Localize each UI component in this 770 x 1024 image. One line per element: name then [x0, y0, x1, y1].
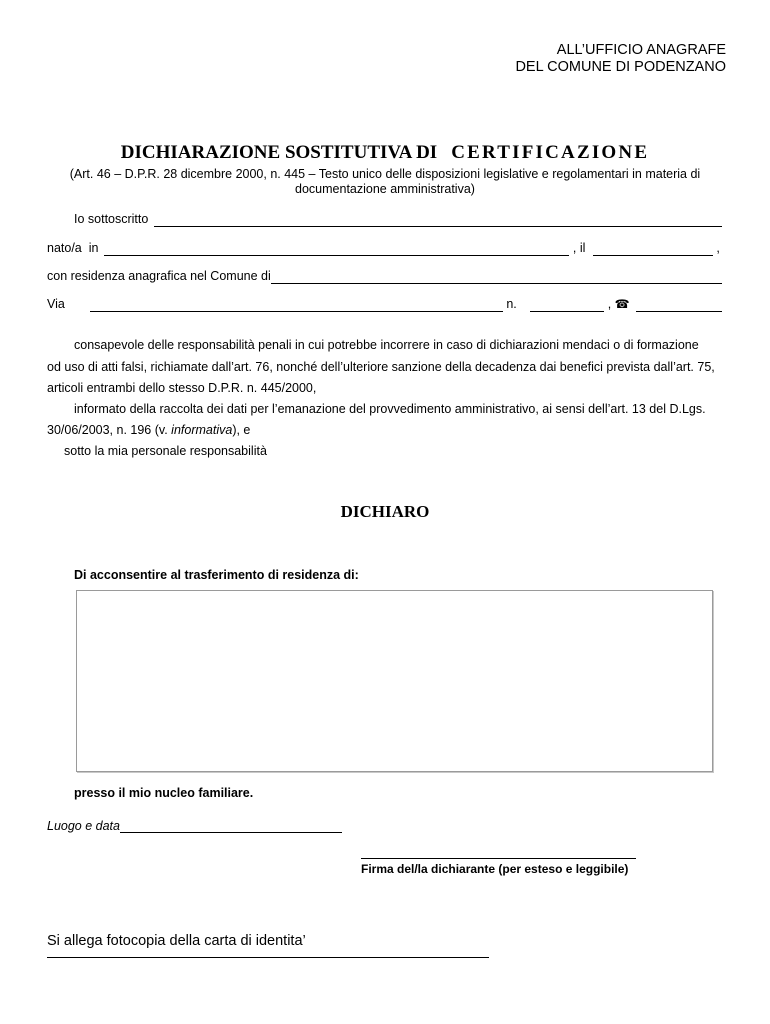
telefono-field[interactable]	[636, 299, 722, 312]
sottoscritto-field[interactable]	[154, 214, 722, 227]
title-part-1: DICHIARAZIONE SOSTITUTIVA DI	[120, 142, 438, 163]
body-line-1: consapevole delle responsabilità penali in cui potrebbe incorrere in caso di dichiarazioni mendaci o di formazione	[74, 338, 699, 352]
il-label: , il	[569, 241, 589, 255]
nucleo-label: presso il mio nucleo familiare.	[74, 786, 254, 800]
body-line-5	[47, 423, 250, 438]
allega-line	[47, 957, 489, 958]
trailing-comma: ,	[712, 241, 720, 255]
residenza-label: con residenza anagrafica nel Comune di	[47, 269, 271, 283]
sottoscritto-row	[74, 212, 722, 227]
nascita-row	[47, 241, 743, 256]
addressee-line-1: ALL’UFFICIO ANAGRAFE	[556, 42, 726, 58]
firma-field[interactable]	[361, 858, 636, 859]
firma-label: Firma del/la dichiarante (per esteso e leggibile)	[361, 862, 629, 876]
telephone-icon: ☎	[614, 297, 630, 311]
body-line-2: od uso di atti falsi, richiamate dall’art. 76, nonché dell’ulteriore sanzione della decadenza dai benefici prevista dall’art. 75,	[47, 360, 715, 374]
body-line-5b: ), e	[232, 423, 251, 437]
subtitle-line-2: documentazione amministrativa)	[295, 182, 475, 196]
via-row	[47, 297, 722, 312]
addressee-block	[515, 42, 726, 76]
via-label: Via	[47, 297, 65, 311]
data-nascita-field[interactable]	[593, 243, 713, 256]
comma-separator: ,	[604, 297, 615, 311]
body-line-6: sotto la mia personale responsabilità	[64, 444, 267, 458]
addressee-line-2: DEL COMUNE DI PODENZANO	[515, 59, 726, 75]
allega-label: Si allega fotocopia della carta di identita’	[47, 933, 306, 949]
body-line-3: articoli entrambi dello stesso D.P.R. n. 445/2000,	[47, 381, 317, 395]
luogo-data-field[interactable]	[120, 819, 342, 833]
consent-label: Di acconsentire al trasferimento di residenza di:	[74, 568, 359, 582]
sottoscritto-label: Io sottoscritto	[74, 212, 149, 226]
document-title	[0, 142, 770, 164]
via-field[interactable]	[90, 299, 503, 312]
subtitle-line-1: (Art. 46 – D.P.R. 28 dicembre 2000, n. 445 – Testo unico delle disposizioni legislative e regolamentari in materia di	[69, 167, 701, 181]
nato-label: nato/a in	[47, 241, 99, 255]
comune-residenza-field[interactable]	[271, 271, 722, 284]
body-line-4: informato della raccolta dei dati per l’emanazione del provvedimento amministrativo, ai sensi dell’art. 13 del D.Lgs.	[74, 402, 706, 416]
persone-textarea[interactable]	[76, 590, 713, 772]
title-part-2: CERTIFICAZIONE	[451, 142, 650, 163]
document-subtitle	[48, 167, 722, 197]
numero-label: n.	[502, 297, 521, 311]
dichiaro-heading: DICHIARO	[340, 502, 430, 521]
residenza-row	[47, 269, 722, 284]
luogo-data-row	[47, 819, 342, 833]
body-line-5a: 30/06/2003, n. 196 (v.	[47, 423, 172, 437]
informativa-link: informativa	[171, 423, 233, 437]
numero-field[interactable]	[530, 299, 604, 312]
luogo-data-label: Luogo e data	[47, 819, 120, 833]
luogo-nascita-field[interactable]	[104, 243, 569, 256]
